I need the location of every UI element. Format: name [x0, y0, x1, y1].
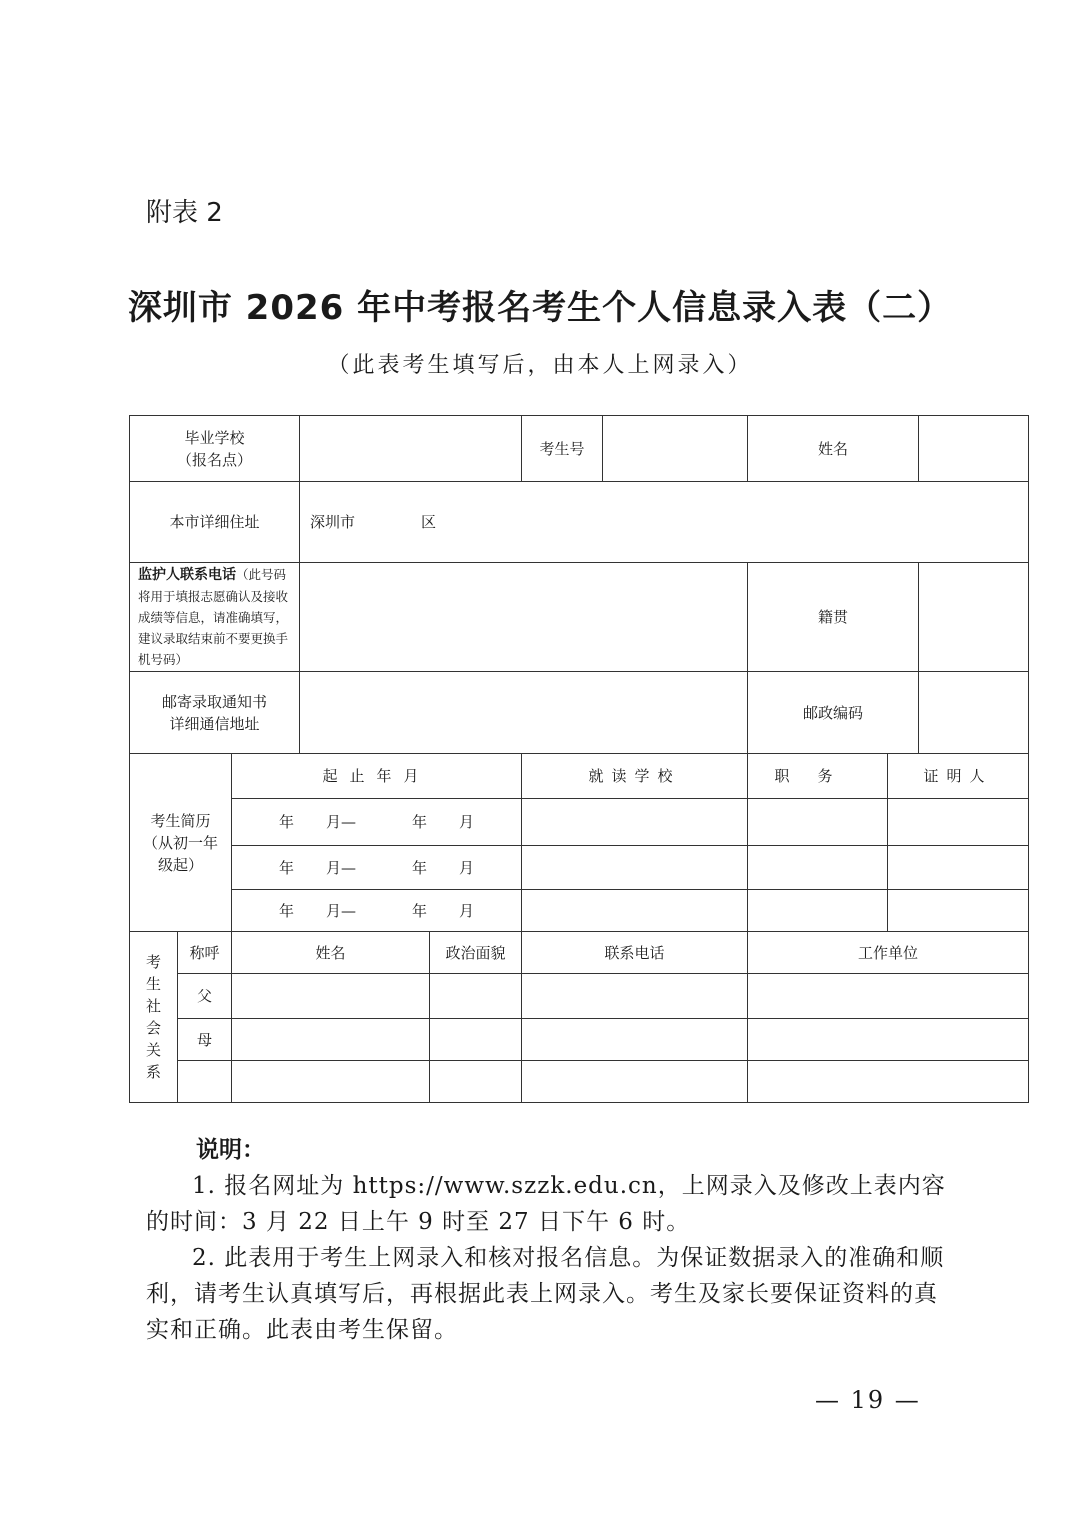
address-district: 区 [421, 513, 437, 531]
resume-label [130, 754, 232, 932]
mail-address-input[interactable] [300, 672, 748, 754]
resume-duty-1[interactable] [748, 799, 888, 846]
resume-school-1[interactable] [522, 799, 748, 846]
resume-duty-3[interactable] [748, 890, 888, 932]
school-input[interactable] [300, 416, 522, 482]
name-label: 姓名 [748, 416, 919, 482]
resume-period-1[interactable]: 年 月— 年 月 [232, 799, 522, 846]
mail-label-line1: 邮寄录取通知书 [162, 692, 268, 711]
page-number: — 19 — [815, 1386, 921, 1414]
school-label: 毕业学校 [184, 428, 245, 447]
registration-form-table [129, 415, 1029, 1103]
resume-label-line3: 级起） [157, 855, 203, 874]
mother-name-input[interactable] [232, 1019, 430, 1061]
native-place-input[interactable] [919, 563, 1029, 672]
family-phone-header: 联系电话 [522, 932, 748, 974]
resume-witness-1[interactable] [888, 799, 1029, 846]
exam-number-input[interactable] [603, 416, 748, 482]
work-unit-header: 工作单位 [748, 932, 1029, 974]
mother-political-input[interactable] [430, 1019, 522, 1061]
family-name-header: 姓名 [232, 932, 430, 974]
resume-duty-2[interactable] [748, 846, 888, 890]
resume-witness-2[interactable] [888, 846, 1029, 890]
resume-header-school: 就读学校 [522, 754, 748, 799]
guardian-phone-note: （此号码将用于填报志愿确认及接收成绩等信息，请准确填写，建议录取结束前不要更换手机号码） [138, 567, 289, 667]
father-political-input[interactable] [430, 974, 522, 1019]
school-label-sub: （报名点） [177, 450, 253, 469]
relation-father: 父 [178, 974, 232, 1019]
resume-school-2[interactable] [522, 846, 748, 890]
guardian-phone-title: 监护人联系电话 [138, 567, 236, 583]
relation-header: 称呼 [178, 932, 232, 974]
note-item-1: 1. 报名网址为 https://www.szzk.edu.cn，上网录入及修改上表内容的时间：3 月 22 日上午 9 时至 27 日下午 6 时。 [146, 1173, 946, 1235]
relation-other-input[interactable] [178, 1061, 232, 1103]
other-name-input[interactable] [232, 1061, 430, 1103]
note-item-2: 2. 此表用于考生上网录入和核对报名信息。为保证数据录入的准确和顺利，请考生认真填写后，再根据此表上网录入。考生及家长要保证资料的真实和正确。此表由考生保留。 [146, 1245, 945, 1343]
resume-school-3[interactable] [522, 890, 748, 932]
resume-period-2[interactable]: 年 月— 年 月 [232, 846, 522, 890]
attachment-label: 附表 2 [146, 198, 223, 228]
school-label-cell [130, 416, 300, 482]
political-header: 政治面貌 [430, 932, 522, 974]
address-input[interactable] [300, 482, 1029, 563]
resume-label-line1: 考生简历 [150, 811, 211, 830]
form-subtitle: （此表考生填写后，由本人上网录入） [327, 353, 753, 378]
father-name-input[interactable] [232, 974, 430, 1019]
mail-address-label [130, 672, 300, 754]
mother-work-input[interactable] [748, 1019, 1029, 1061]
postcode-label: 邮政编码 [748, 672, 919, 754]
name-input[interactable] [919, 416, 1029, 482]
father-phone-input[interactable] [522, 974, 748, 1019]
mail-label-line2: 详细通信地址 [169, 714, 260, 733]
resume-header-period: 起止年月 [232, 754, 522, 799]
form-title: 深圳市 2026 年中考报名考生个人信息录入表（二） [127, 288, 953, 328]
exam-number-label: 考生号 [522, 416, 603, 482]
father-work-input[interactable] [748, 974, 1029, 1019]
resume-label-line2: （从初一年 [142, 833, 218, 852]
resume-period-3[interactable]: 年 月— 年 月 [232, 890, 522, 932]
resume-header-witness: 证明人 [888, 754, 1029, 799]
native-place-label: 籍贯 [748, 563, 919, 672]
guardian-phone-input[interactable] [300, 563, 748, 672]
notes-section [146, 1132, 946, 1348]
resume-witness-3[interactable] [888, 890, 1029, 932]
other-political-input[interactable] [430, 1061, 522, 1103]
notes-heading: 说明： [196, 1136, 265, 1163]
resume-header-duty: 职务 [748, 754, 888, 799]
postcode-input[interactable] [919, 672, 1029, 754]
mother-phone-input[interactable] [522, 1019, 748, 1061]
address-city: 深圳市 [310, 513, 356, 531]
other-work-input[interactable] [748, 1061, 1029, 1103]
guardian-phone-label [130, 563, 300, 672]
address-label: 本市详细住址 [130, 482, 300, 563]
social-relations-label: 考 生 社 会 关 系 [130, 932, 178, 1103]
relation-mother: 母 [178, 1019, 232, 1061]
other-phone-input[interactable] [522, 1061, 748, 1103]
